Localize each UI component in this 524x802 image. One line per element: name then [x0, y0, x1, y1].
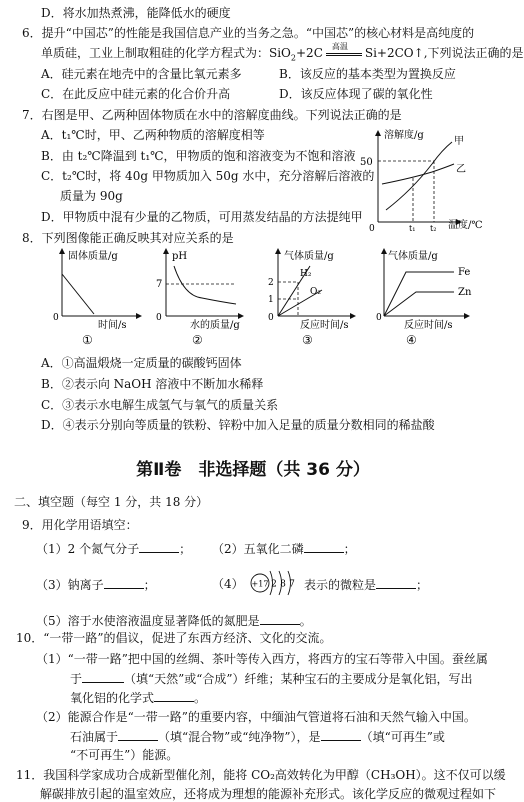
atom-shell-3: 7 [289, 579, 295, 590]
q8-g3-number: ③ [302, 333, 313, 347]
q8-g3-y-tick-1: 1 [268, 295, 274, 305]
q10-1-line1: （1）“一带一路”把中国的丝绸、茶叶等传入西方，将西方的宝石等带入中国。蚕丝属 [36, 652, 488, 666]
q7-option-d: D．甲物质中混有少量的乙物质，可用蒸发结晶的方法提纯甲 [41, 210, 363, 224]
q8-stem: 8．下列图像能正确反映其对应关系的是 [22, 231, 234, 245]
answer-blank[interactable] [260, 612, 300, 625]
q8-graph-2 [152, 246, 252, 346]
q9-item-3: （3）钠离子 ； [36, 578, 156, 592]
q8-g1-origin: 0 [53, 313, 59, 323]
q8-g3-x-label: 反应时间/s [300, 320, 349, 331]
q10-2-line2: 石油属于 （填“混合物”或“纯净物”），是 （填“可再生”或 [70, 730, 445, 744]
q8-g2-y-label: pH [172, 251, 188, 262]
answer-blank[interactable] [104, 576, 144, 589]
q7-stem: 7．右图是甲、乙两种固体物质在水中的溶解度曲线。下列说法正确的是 [22, 108, 402, 122]
q6-option-c: C．在此反应中硅元素的化合价升高 [41, 87, 231, 101]
q6-stem-line2: 单质硅，工业上制取粗硅的化学方程式为：SiO$_2$+2C 高温 Si+2CO↑,下列说法正确的是 [41, 45, 524, 66]
q7-tick-t1: t₁ [409, 224, 416, 233]
q9-item-5: （5）溶于水使溶液温度显著降低的氮肥是 。 [36, 614, 312, 628]
q8-g4-label-fe: Fe [458, 267, 471, 278]
q8-g3-label-h2: H₂ [300, 269, 312, 279]
part-two-heading: 二、填空题（每空 1 分，共 18 分） [14, 495, 209, 509]
q7-label-jia: 甲 [454, 136, 464, 147]
q7-solubility-graph [352, 128, 502, 232]
reaction-condition: 高温 [331, 42, 348, 51]
answer-blank[interactable] [139, 540, 179, 553]
answer-blank[interactable] [376, 576, 416, 589]
q11-line1: 11．我国科学家成功合成新型催化剂，能将 CO₂高效转化为甲醇（CH₃OH）。这不仅可以缓 [16, 768, 506, 782]
q7-option-b: B．由 t₂℃降温到 t₁℃，甲物质的饱和溶液变为不饱和溶液 [41, 149, 356, 163]
answer-blank[interactable] [321, 728, 361, 741]
q8-g4-origin: 0 [376, 313, 382, 323]
chlorine-atom-structure-diagram [246, 566, 302, 600]
q8-g1-y-label: 固体质量/g [68, 251, 118, 262]
q8-g4-label-zn: Zn [458, 287, 472, 298]
answer-blank[interactable] [118, 728, 158, 741]
q6-stem-line1: 6．提升“中国芯”的性能是我国信息产业的当务之急。“中国芯”的核心材料是高纯度的 [22, 26, 475, 40]
q6-option-b: B．该反应的基本类型为置换反应 [279, 67, 456, 81]
q8-g2-y-tick-7: 7 [156, 279, 163, 290]
q8-g3-label-o2: O₂ [310, 287, 321, 297]
q8-g1-x-label: 时间/s [98, 320, 127, 331]
q6-option-a: A．硅元素在地壳中的含量比氧元素多 [41, 67, 242, 81]
section-ii-title: 第Ⅱ卷 非选择题（共 36 分） [136, 460, 370, 480]
q9-item-1: （1）2 个氮气分子 ； [36, 542, 192, 556]
q7-y-axis-label: 溶解度/g [384, 130, 424, 141]
q10-1-line3: 氧化铝的化学式 。 [70, 691, 207, 705]
answer-blank[interactable] [154, 689, 194, 702]
q8-option-c: C．③表示水电解生成氢气与氧气的质量关系 [41, 398, 279, 412]
q7-y-tick-50: 50 [360, 157, 373, 168]
q5-option-d: D．将水加热煮沸，能降低水的硬度 [41, 6, 231, 20]
answer-blank[interactable] [304, 540, 344, 553]
q10-2-line1: （2）能源合作是“一带一路”的重要内容，中缅油气管道将石油和天然气输入中国。 [36, 710, 476, 724]
q8-graph-3 [262, 246, 362, 346]
q7-option-a: A．t₁℃时，甲、乙两种物质的溶解度相等 [41, 128, 265, 142]
q8-graph-4 [372, 246, 482, 346]
atom-shell-1: 2 [271, 579, 277, 590]
q8-option-a: A．①高温煅烧一定质量的碳酸钙固体 [41, 356, 242, 370]
q7-option-c-line1: C．t₂℃时，将 40g 甲物质加入 50g 水中，充分溶解后溶液的 [41, 169, 375, 183]
q7-label-yi: 乙 [456, 164, 466, 175]
q8-g3-y-label: 气体质量/g [284, 251, 334, 262]
q6-option-d: D．该反应体现了碳的氧化性 [279, 87, 433, 101]
q9-stem: 9．用化学用语填空： [22, 518, 138, 532]
q8-g2-origin: 0 [156, 313, 162, 323]
q7-option-c-line2: 质量为 90g [60, 189, 123, 203]
q9-item-4-label: （4） [212, 577, 244, 591]
q8-g1-number: ① [82, 333, 93, 347]
q8-g2-number: ② [192, 333, 203, 347]
q8-g4-x-label: 反应时间/s [404, 320, 453, 331]
q9-item-4-text: 表示的微粒是 ； [304, 578, 429, 592]
q8-g2-x-label: 水的质量/g [190, 320, 240, 331]
q9-item-2: （2）五氧化二磷 ； [212, 542, 356, 556]
q8-option-d: D．④表示分别向等质量的铁粉、锌粉中加入足量的质量分数相同的稀盐酸 [41, 418, 435, 432]
q7-x-axis-label: 温度/℃ [448, 220, 483, 231]
answer-blank[interactable] [82, 670, 124, 683]
q8-g3-origin: 0 [268, 313, 274, 323]
q8-g4-number: ④ [406, 333, 417, 347]
q10-stem: 10．“一带一路”的倡议，促进了东西方经济、文化的交流。 [16, 631, 332, 645]
q10-2-line3: “不可再生”）能源。 [70, 748, 179, 762]
atom-shell-2: 8 [280, 579, 286, 590]
q8-g4-y-label: 气体质量/g [388, 251, 438, 262]
q10-1-line2: 于 （填“天然”或“合成”）纤维；某种宝石的主要成分是氧化铝，写出 [70, 672, 473, 686]
reaction-arrow [326, 42, 362, 57]
q8-g3-y-tick-2: 2 [268, 278, 274, 288]
atom-nucleus-charge: +17 [251, 579, 269, 589]
q8-option-b: B．②表示向 NaOH 溶液中不断加水稀释 [41, 377, 264, 391]
q7-origin: 0 [369, 224, 375, 234]
q8-graph-1 [52, 246, 144, 346]
q7-tick-t2: t₂ [430, 224, 437, 233]
q11-line2: 解碳排放引起的温室效应，还将成为理想的能源补充形式。该化学反应的微观过程如下 [40, 787, 497, 801]
